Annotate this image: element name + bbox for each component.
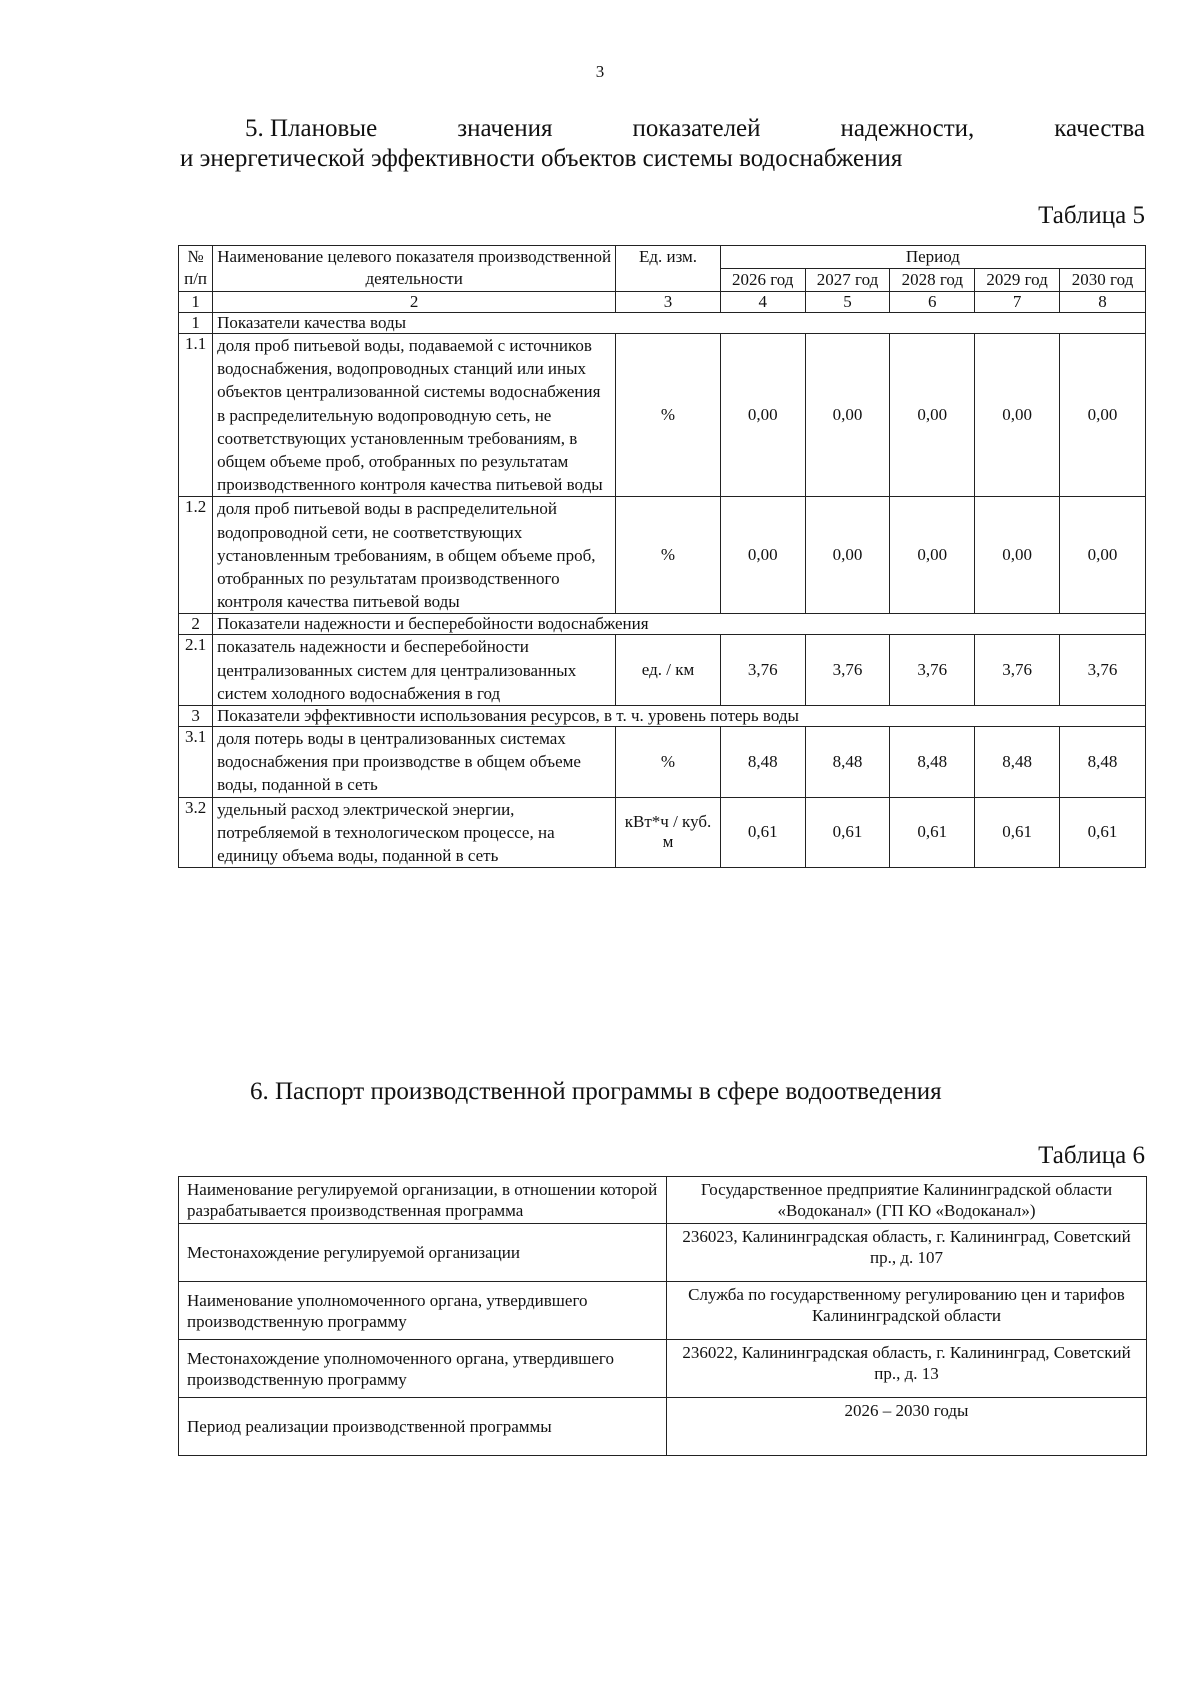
row-unit: кВт*ч / куб. м: [616, 797, 721, 868]
passport-label: Наименование уполномоченного органа, утвердившего производственную программу: [179, 1282, 667, 1340]
row-value: 0,00: [720, 497, 805, 614]
row-name: доля проб питьевой воды в распределительной водопроводной сети, не соответствующих установленным требованиям, в общем объеме проб, отобранных по результатам производственного контроля качества питьевой воды: [213, 497, 616, 614]
row-unit: ед. / км: [616, 635, 721, 706]
passport-value: Государственное предприятие Калининградской области «Водоканал» (ГП КО «Водоканал»): [667, 1177, 1147, 1224]
header-period: Период: [720, 246, 1145, 269]
group-row: [179, 313, 1146, 334]
row-name: доля проб питьевой воды, подаваемой с источников водоснабжения, водопроводных станций или иных объектов централизованной системы водоснабжения в распределительную водопроводную сеть, не соответствующих установленным требованиям, в общем объеме проб, отобранных по результатам производственного контроля качества питьевой воды: [213, 334, 616, 497]
row-value: 8,48: [975, 727, 1060, 798]
column-index: 7: [975, 292, 1060, 313]
title-word: качества: [1054, 115, 1145, 142]
row-name: показатель надежности и бесперебойности централизованных систем для централизованных систем холодного водоснабжения в год: [213, 635, 616, 706]
row-value: 3,76: [720, 635, 805, 706]
column-index: 2: [213, 292, 616, 313]
row-num: 3.1: [179, 727, 213, 798]
row-value: 0,61: [890, 797, 975, 868]
group-row: [179, 706, 1146, 727]
row-value: 0,61: [1060, 797, 1146, 868]
page-number: 3: [595, 62, 605, 81]
row-value: 0,61: [975, 797, 1060, 868]
table-row: [179, 1398, 1147, 1456]
header-year: 2026 год: [720, 269, 805, 292]
group-row: [179, 614, 1146, 635]
column-index-row: [179, 292, 1146, 313]
row-value: 8,48: [890, 727, 975, 798]
group-num: 3: [179, 706, 213, 727]
table-row: [179, 635, 1146, 706]
row-unit: %: [616, 334, 721, 497]
row-value: 0,00: [1060, 334, 1146, 497]
row-unit: %: [616, 727, 721, 798]
header-num: № п/п: [179, 246, 213, 292]
row-value: 3,76: [805, 635, 890, 706]
table-5-caption: Таблица 5: [1038, 202, 1145, 229]
row-value: 3,76: [1060, 635, 1146, 706]
passport-value: Служба по государственному регулированию цен и тарифов Калининградской области: [667, 1282, 1147, 1340]
group-num: 2: [179, 614, 213, 635]
header-year: 2028 год: [890, 269, 975, 292]
row-value: 8,48: [805, 727, 890, 798]
passport-value: 236022, Калининградская область, г. Калининград, Советский пр., д. 13: [667, 1340, 1147, 1398]
row-value: 0,61: [805, 797, 890, 868]
row-value: 3,76: [890, 635, 975, 706]
passport-label: Местонахождение уполномоченного органа, утвердившего производственную программу: [179, 1340, 667, 1398]
group-title: Показатели качества воды: [213, 313, 1146, 334]
row-value: 0,00: [975, 334, 1060, 497]
header-year: 2027 год: [805, 269, 890, 292]
row-value: 0,00: [890, 334, 975, 497]
header-year: 2029 год: [975, 269, 1060, 292]
group-title: Показатели эффективности использования ресурсов, в т. ч. уровень потерь воды: [213, 706, 1146, 727]
row-value: 0,00: [975, 497, 1060, 614]
row-value: 0,00: [805, 497, 890, 614]
row-value: 0,00: [720, 334, 805, 497]
section-5-title-line2: и энергетической эффективности объектов системы водоснабжения: [180, 145, 903, 172]
table-row: [179, 497, 1146, 614]
section-5-title-line1: [180, 114, 1145, 144]
title-word: показателей: [632, 115, 761, 142]
column-index: 3: [616, 292, 721, 313]
row-num: 1.1: [179, 334, 213, 497]
table-row: [179, 1224, 1147, 1282]
row-num: 2.1: [179, 635, 213, 706]
passport-value: 236023, Калининградская область, г. Калининград, Советский пр., д. 107: [667, 1224, 1147, 1282]
row-value: 0,00: [1060, 497, 1146, 614]
row-name: удельный расход электрической энергии, потребляемой в технологическом процессе, на единицу объема воды, поданной в сеть: [213, 797, 616, 868]
row-value: 0,61: [720, 797, 805, 868]
title-word: 5. Плановые: [245, 115, 378, 142]
row-value: 8,48: [1060, 727, 1146, 798]
table-5: [178, 245, 1146, 868]
passport-label: Период реализации производственной программы: [179, 1398, 667, 1456]
passport-label: Наименование регулируемой организации, в отношении которой разрабатывается производственная программа: [179, 1177, 667, 1224]
table-row: [179, 334, 1146, 497]
row-num: 1.2: [179, 497, 213, 614]
header-unit: Ед. изм.: [616, 246, 721, 292]
table-row: [179, 1340, 1147, 1398]
title-word: надежности,: [840, 115, 975, 142]
column-index: 8: [1060, 292, 1146, 313]
table-row: [179, 1282, 1147, 1340]
group-num: 1: [179, 313, 213, 334]
table-row: [179, 1177, 1147, 1224]
table-row: [179, 727, 1146, 798]
row-value: 8,48: [720, 727, 805, 798]
row-name: доля потерь воды в централизованных системах водоснабжения при производстве в общем объеме воды, поданной в сеть: [213, 727, 616, 798]
column-index: 6: [890, 292, 975, 313]
header-year: 2030 год: [1060, 269, 1146, 292]
section-6-title: 6. Паспорт производственной программы в сфере водоотведения: [250, 1078, 942, 1105]
column-index: 5: [805, 292, 890, 313]
column-index: 4: [720, 292, 805, 313]
row-unit: %: [616, 497, 721, 614]
table-6: [178, 1176, 1147, 1456]
table-6-caption: Таблица 6: [1038, 1142, 1145, 1169]
table-row: [179, 797, 1146, 868]
row-value: 3,76: [975, 635, 1060, 706]
group-title: Показатели надежности и бесперебойности водоснабжения: [213, 614, 1146, 635]
passport-label: Местонахождение регулируемой организации: [179, 1224, 667, 1282]
title-word: значения: [457, 115, 553, 142]
row-num: 3.2: [179, 797, 213, 868]
column-index: 1: [179, 292, 213, 313]
passport-value: 2026 – 2030 годы: [667, 1398, 1147, 1456]
header-name: Наименование целевого показателя производственной деятельности: [213, 246, 616, 292]
row-value: 0,00: [805, 334, 890, 497]
row-value: 0,00: [890, 497, 975, 614]
section-5-title: [180, 114, 1145, 174]
